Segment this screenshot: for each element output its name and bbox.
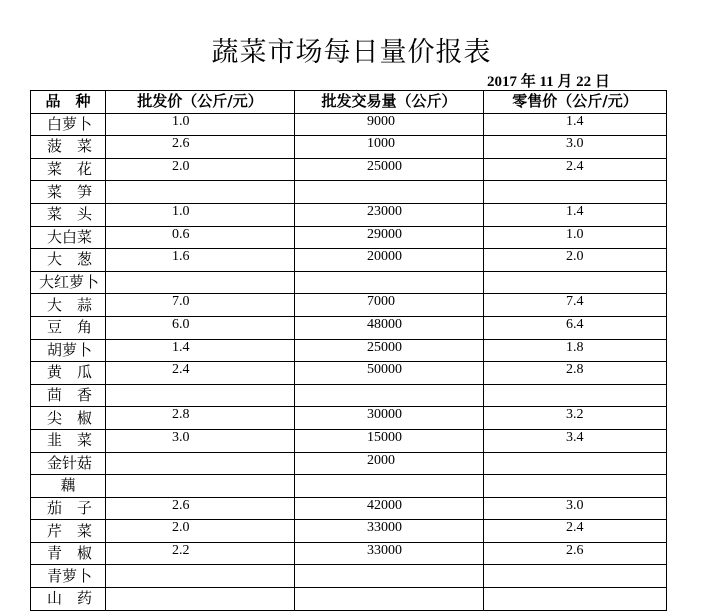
table-row (31, 203, 667, 226)
retail-price-cell (484, 384, 667, 407)
wholesale-volume-cell (295, 271, 484, 294)
retail-price-cell (484, 271, 667, 294)
table-row (31, 384, 667, 407)
variety-cell: 大红萝卜 (31, 271, 106, 294)
wholesale-price-cell: 1.6 (106, 249, 295, 272)
table-row (31, 181, 667, 204)
retail-price-cell: 3.4 (484, 429, 667, 452)
table-row (31, 429, 667, 452)
table-row (31, 542, 667, 565)
report-title: 蔬菜市场每日量价报表 (211, 37, 492, 68)
table-row (31, 588, 667, 611)
retail-price-cell: 1.0 (484, 226, 667, 249)
wholesale-price-cell (106, 475, 295, 498)
table-row (31, 316, 667, 339)
wholesale-price-cell: 2.6 (106, 497, 295, 520)
retail-price-cell: 2.4 (484, 520, 667, 543)
wholesale-volume-cell: 33000 (295, 520, 484, 543)
column-header-wholesale-volume: 批发交易量（公斤） (295, 91, 484, 114)
retail-price-cell: 1.8 (484, 339, 667, 362)
wholesale-price-cell: 2.6 (106, 136, 295, 159)
table-row (31, 339, 667, 362)
variety-cell: 菠 菜 (31, 136, 106, 159)
wholesale-price-cell: 2.2 (106, 542, 295, 565)
wholesale-price-cell (106, 181, 295, 204)
table-row (31, 226, 667, 249)
wholesale-volume-cell: 15000 (295, 429, 484, 452)
table-row (31, 136, 667, 159)
variety-cell: 大 葱 (31, 249, 106, 272)
retail-price-cell (484, 565, 667, 588)
variety-cell: 菜 笋 (31, 181, 106, 204)
wholesale-price-cell: 2.4 (106, 362, 295, 385)
wholesale-volume-cell: 7000 (295, 294, 484, 317)
wholesale-price-cell (106, 452, 295, 475)
retail-price-cell: 7.4 (484, 294, 667, 317)
retail-price-cell (484, 452, 667, 475)
wholesale-price-cell: 3.0 (106, 429, 295, 452)
table-row (31, 407, 667, 430)
retail-price-cell: 2.6 (484, 542, 667, 565)
wholesale-price-cell: 2.0 (106, 520, 295, 543)
table-row (31, 520, 667, 543)
table-row (31, 475, 667, 498)
retail-price-cell: 1.4 (484, 203, 667, 226)
wholesale-price-cell (106, 588, 295, 611)
table-row (31, 362, 667, 385)
wholesale-volume-cell: 2000 (295, 452, 484, 475)
variety-cell: 青萝卜 (31, 565, 106, 588)
wholesale-volume-cell (295, 588, 484, 611)
table-row (31, 113, 667, 136)
wholesale-volume-cell (295, 565, 484, 588)
table-header-row (31, 91, 667, 114)
wholesale-volume-cell: 9000 (295, 113, 484, 136)
retail-price-cell (484, 181, 667, 204)
wholesale-price-cell: 1.4 (106, 339, 295, 362)
variety-cell: 山 药 (31, 588, 106, 611)
wholesale-volume-cell: 1000 (295, 136, 484, 159)
retail-price-cell (484, 588, 667, 611)
wholesale-volume-cell: 25000 (295, 339, 484, 362)
wholesale-price-cell: 6.0 (106, 316, 295, 339)
report-date: 2017 年 11 月 22 日 (487, 74, 610, 90)
price-table (30, 90, 667, 611)
wholesale-price-cell (106, 271, 295, 294)
wholesale-volume-cell: 30000 (295, 407, 484, 430)
table-row (31, 497, 667, 520)
variety-cell: 菜 花 (31, 158, 106, 181)
wholesale-volume-cell: 50000 (295, 362, 484, 385)
wholesale-volume-cell (295, 384, 484, 407)
variety-cell: 胡萝卜 (31, 339, 106, 362)
wholesale-volume-cell (295, 475, 484, 498)
table-row (31, 565, 667, 588)
table-row (31, 249, 667, 272)
wholesale-volume-cell: 48000 (295, 316, 484, 339)
wholesale-price-cell: 7.0 (106, 294, 295, 317)
wholesale-price-cell (106, 565, 295, 588)
wholesale-price-cell: 2.0 (106, 158, 295, 181)
retail-price-cell: 2.4 (484, 158, 667, 181)
retail-price-cell: 3.0 (484, 136, 667, 159)
variety-cell: 青 椒 (31, 542, 106, 565)
table-row (31, 271, 667, 294)
retail-price-cell: 3.0 (484, 497, 667, 520)
retail-price-cell (484, 475, 667, 498)
wholesale-volume-cell: 23000 (295, 203, 484, 226)
variety-cell: 茄 子 (31, 497, 106, 520)
variety-cell: 大 蒜 (31, 294, 106, 317)
variety-cell: 金针菇 (31, 452, 106, 475)
wholesale-volume-cell: 25000 (295, 158, 484, 181)
variety-cell: 白萝卜 (31, 113, 106, 136)
variety-cell: 尖 椒 (31, 407, 106, 430)
wholesale-volume-cell: 33000 (295, 542, 484, 565)
retail-price-cell: 1.4 (484, 113, 667, 136)
variety-cell: 豆 角 (31, 316, 106, 339)
wholesale-volume-cell: 29000 (295, 226, 484, 249)
retail-price-cell: 3.2 (484, 407, 667, 430)
wholesale-volume-cell: 20000 (295, 249, 484, 272)
wholesale-price-cell: 0.6 (106, 226, 295, 249)
variety-cell: 大白菜 (31, 226, 106, 249)
wholesale-price-cell: 1.0 (106, 203, 295, 226)
wholesale-price-cell (106, 384, 295, 407)
table-body (31, 113, 667, 610)
table-row (31, 158, 667, 181)
wholesale-volume-cell (295, 181, 484, 204)
variety-cell: 菜 头 (31, 203, 106, 226)
column-header-variety: 品 种 (31, 91, 106, 114)
wholesale-price-cell: 1.0 (106, 113, 295, 136)
variety-cell: 芹 菜 (31, 520, 106, 543)
table-row (31, 452, 667, 475)
retail-price-cell: 2.0 (484, 249, 667, 272)
variety-cell: 韭 菜 (31, 429, 106, 452)
column-header-wholesale-price: 批发价（公斤/元） (106, 91, 295, 114)
wholesale-volume-cell: 42000 (295, 497, 484, 520)
retail-price-cell: 2.8 (484, 362, 667, 385)
variety-cell: 黄 瓜 (31, 362, 106, 385)
variety-cell: 茴 香 (31, 384, 106, 407)
variety-cell: 藕 (31, 475, 106, 498)
wholesale-price-cell: 2.8 (106, 407, 295, 430)
table-row (31, 294, 667, 317)
retail-price-cell: 6.4 (484, 316, 667, 339)
column-header-retail-price: 零售价（公斤/元） (484, 91, 667, 114)
